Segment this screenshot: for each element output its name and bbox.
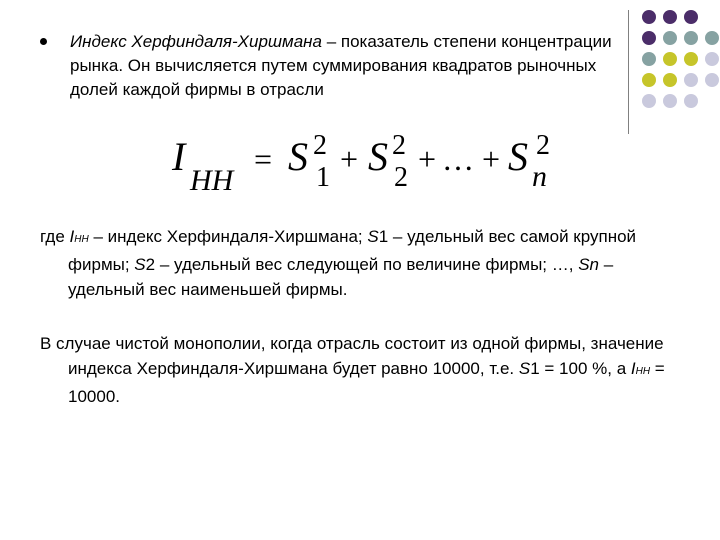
decor-dot — [663, 31, 677, 45]
decor-dot — [684, 52, 698, 66]
where-word: где — [40, 227, 70, 246]
formula-sn-sub: n — [532, 160, 547, 193]
decor-dot — [642, 73, 656, 87]
def-sn: Sn — [578, 255, 599, 274]
def-s2: S — [134, 255, 146, 274]
def-s1-num: 1 — [378, 227, 389, 246]
decor-dot — [663, 94, 677, 108]
decor-dot — [663, 10, 677, 24]
decor-dot — [684, 94, 698, 108]
def-s1: S — [367, 227, 379, 246]
formula-s2-sub: 2 — [394, 162, 408, 193]
mono-text-1: В случае чистой монополии, когда отрасль состоит из одной фирмы, значение индекса Херфиндаля-Хиршмана будет равно 10000, т.е. — [40, 334, 664, 378]
formula-sn: S — [508, 134, 528, 179]
formula-plus-1: + — [340, 141, 359, 177]
formula-s2-power: 2 — [392, 130, 406, 161]
def-i: I — [69, 227, 75, 246]
mono-i-sub: HH — [635, 366, 651, 377]
formula-equals: = — [254, 141, 273, 177]
def-text-2: – удельный вес самой крупной фирмы; — [68, 227, 637, 274]
decor-dot — [684, 10, 698, 24]
decor-dot — [642, 31, 656, 45]
formula-plus-2: + — [418, 141, 437, 177]
intro-text: – показатель степени концентрации рынка. Он вычисляется путем суммирования квадратов рыночных долей каждой фирмы в отрасли — [70, 32, 612, 99]
decor-dot — [684, 73, 698, 87]
def-text-1: – индекс Херфиндаля-Хиршмана; — [88, 227, 368, 246]
formula-lhs: I — [172, 134, 186, 179]
intro-paragraph — [70, 30, 630, 102]
formula-svg — [168, 124, 588, 204]
formula-plus-3: + — [482, 141, 501, 177]
def-text-3: – удельный вес следующей по величине фирмы; …, — [155, 255, 579, 274]
formula-s2: S — [368, 134, 388, 179]
mono-s: S — [518, 359, 531, 378]
decor-dot — [642, 52, 656, 66]
decor-dot — [642, 94, 656, 108]
formula-lhs-sub: HH — [190, 164, 234, 197]
def-text-4: – удельный вес наименьшей фирмы. — [68, 255, 614, 299]
hhi-formula — [168, 124, 588, 204]
intro-term: Индекс Херфиндаля-Хиршмана — [70, 32, 322, 51]
decor-dot — [663, 73, 677, 87]
decor-dot — [705, 73, 719, 87]
mono-i: I — [630, 359, 636, 378]
formula-sn-power: 2 — [536, 130, 550, 161]
mono-text-3: = 10000. — [68, 359, 665, 406]
decorative-dot-grid — [642, 10, 720, 120]
bullet-icon — [40, 38, 47, 45]
decor-dot — [642, 10, 656, 24]
decor-dot — [663, 52, 677, 66]
def-s2-num: 2 — [145, 255, 156, 274]
def-i-sub: HH — [74, 234, 89, 245]
formula-s1: S — [288, 134, 308, 179]
mono-s-num: 1 — [530, 359, 540, 378]
decor-dot — [705, 31, 719, 45]
formula-s1-power: 2 — [313, 130, 327, 161]
decor-dot — [705, 52, 719, 66]
definitions-paragraph — [40, 224, 680, 302]
formula-ellipsis: … — [442, 141, 474, 177]
formula-s1-sub: 1 — [316, 162, 330, 193]
decor-dot — [684, 31, 698, 45]
mono-text-2: = 100 %, а — [539, 359, 631, 378]
monopoly-paragraph — [40, 331, 680, 409]
